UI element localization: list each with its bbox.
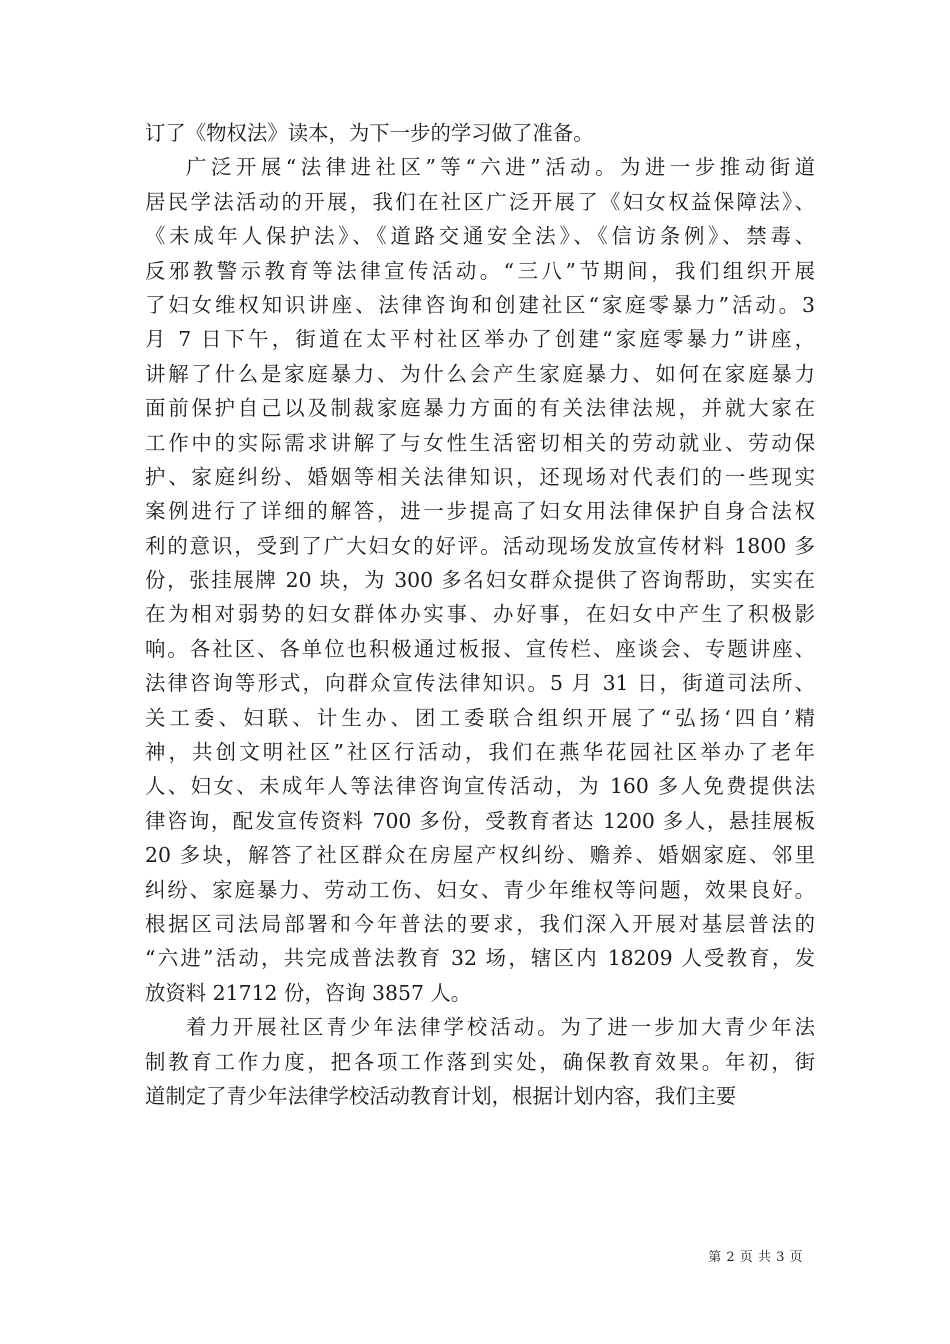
text-line: 利的意识，受到了广大妇女的好评。活动现场发放宣传材料 1800 多 bbox=[145, 533, 815, 558]
text-line: 根据区司法局部署和今年普法的要求，我们深入开展对基层普法的 bbox=[145, 911, 815, 936]
text-line: 着力开展社区青少年法律学校活动。为了进一步加大青少年法 bbox=[186, 1015, 815, 1040]
paragraph bbox=[145, 150, 815, 1010]
text-line: 订了《物权法》读本，为下一步的学习做了准备。 bbox=[145, 121, 594, 145]
text-line: 神，共创文明社区”社区行活动，我们在燕华花园社区举办了老年 bbox=[145, 740, 815, 765]
text-line: 制教育工作力度，把各项工作落到实处，确保教育效果。年初，街 bbox=[145, 1049, 815, 1074]
text-line: 律咨询，配发宣传资料 700 多份，受教育者达 1200 多人，悬挂展板 bbox=[145, 808, 815, 833]
text-line: 份，张挂展牌 20 块，为 300 多名妇女群众提供了咨询帮助，实实在 bbox=[145, 568, 815, 593]
text-line: 20 多块，解答了社区群众在房屋产权纠纷、赡养、婚姻家庭、邻里 bbox=[145, 843, 815, 868]
body-text bbox=[145, 116, 815, 1113]
text-line: “六进”活动，共完成普法教育 32 场，辖区内 18209 人受教育，发 bbox=[145, 946, 815, 971]
text-line: 广泛开展“法律进社区”等“六进”活动。为进一步推动街道 bbox=[186, 155, 815, 180]
text-line: 《未成年人保护法》、《道路交通安全法》、《信访条例》、禁毒、 bbox=[145, 224, 815, 249]
text-line: 道制定了青少年法律学校活动教育计划，根据计划内容，我们主要 bbox=[145, 1083, 737, 1108]
text-line: 反邪教警示教育等法律宣传活动。“三八”节期间，我们组织开展 bbox=[145, 258, 815, 283]
text-line: 讲解了什么是家庭暴力、为什么会产生家庭暴力、如何在家庭暴力 bbox=[145, 361, 815, 386]
text-line: 月 7 日下午，街道在太平村社区举办了创建“家庭零暴力”讲座， bbox=[145, 327, 815, 352]
paragraph bbox=[145, 1010, 815, 1113]
text-line: 面前保护自己以及制裁家庭暴力方面的有关法律法规，并就大家在 bbox=[145, 396, 815, 421]
text-line: 工作中的实际需求讲解了与女性生活密切相关的劳动就业、劳动保 bbox=[145, 430, 815, 455]
text-line: 在为相对弱势的妇女群体办实事、办好事，在妇女中产生了积极影 bbox=[145, 602, 815, 627]
text-line: 人、妇女、未成年人等法律咨询宣传活动，为 160 多人免费提供法 bbox=[145, 774, 815, 799]
page-number-footer: 第 2 页 共 3 页 bbox=[708, 1250, 803, 1265]
text-line: 纠纷、家庭暴力、劳动工伤、妇女、青少年维权等问题，效果良好。 bbox=[145, 877, 815, 902]
text-line: 关工委、妇联、计生办、团工委联合组织开展了“弘扬‘四自’精 bbox=[145, 705, 815, 730]
text-line: 法律咨询等形式，向群众宣传法律知识。5 月 31 日，街道司法所、 bbox=[145, 671, 815, 696]
text-line: 护、家庭纠纷、婚姻等相关法律知识，还现场对代表们的一些现实 bbox=[145, 464, 815, 489]
text-line: 放资料 21712 份，咨询 3857 人。 bbox=[145, 980, 472, 1005]
text-line: 居民学法活动的开展，我们在社区广泛开展了《妇女权益保障法》、 bbox=[145, 189, 815, 214]
paragraph bbox=[145, 116, 815, 150]
text-line: 案例进行了详细的解答，进一步提高了妇女用法律保护自身合法权 bbox=[145, 499, 815, 524]
text-line: 了妇女维权知识讲座、法律咨询和创建社区“家庭零暴力”活动。3 bbox=[145, 292, 815, 317]
text-line: 响。各社区、各单位也积极通过板报、宣传栏、座谈会、专题讲座、 bbox=[145, 636, 815, 661]
